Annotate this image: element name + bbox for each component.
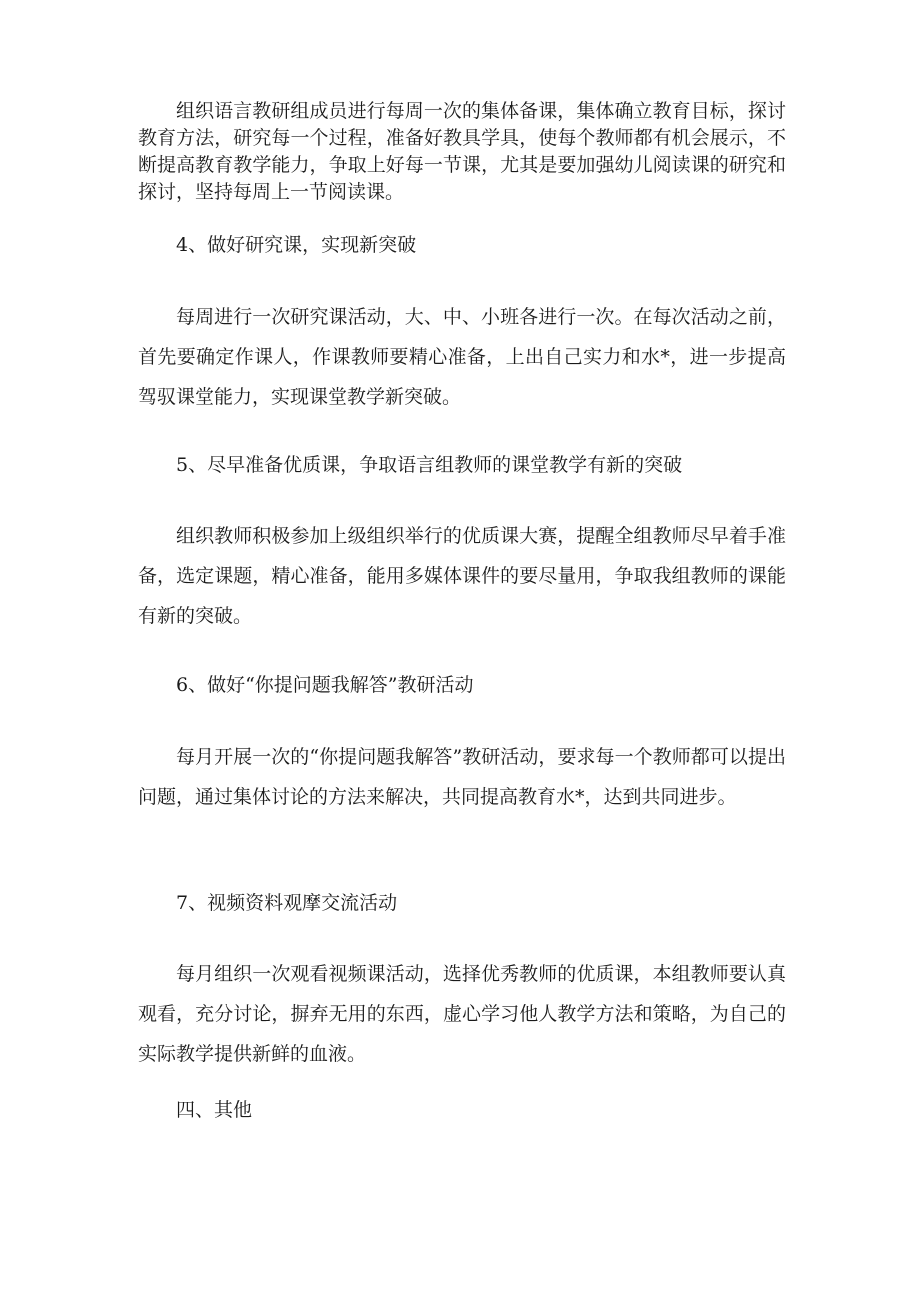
paragraph-research-lessons: 每周进行一次研究课活动，大、中、小班各进行一次。在每次活动之前，首先要确定作课人，作课教师要精心准备，上出自己实力和水*，进一步提高驾驭课堂能力，实现课堂教学新突破。 (138, 306, 786, 408)
heading-video-observation: 7、视频资料观摩交流活动 (176, 892, 398, 914)
heading-research-lessons: 4、做好研究课，实现新突破 (176, 234, 417, 256)
heading-question-answer-activity: 6、做好“你提问题我解答”教研活动 (176, 674, 474, 696)
paragraph-quality-lessons: 组织教师积极参加上级组织举行的优质课大赛，提醒全组教师尽早着手准备，选定课题，精心准备，能用多媒体课件的要尽量用，争取我组教师的课能有新的突破。 (138, 525, 786, 627)
heading-others: 四、其他 (176, 1099, 253, 1121)
paragraph-question-answer-activity: 每月开展一次的“你提问题我解答”教研活动，要求每一个教师都可以提出问题，通过集体讨论的方法来解决，共同提高教育水*，达到共同进步。 (138, 746, 786, 808)
paragraph-collective-lesson-prep: 组织语言教研组成员进行每周一次的集体备课，集体确立教育目标，探讨教育方法，研究每一个过程，准备好教具学具，使每个教师都有机会展示，不断提高教育教学能力，争取上好每一节课，尤其是要加强幼儿阅读课的研究和探讨，坚持每周上一节阅读课。 (138, 100, 786, 203)
paragraph-video-observation: 每月组织一次观看视频课活动，选择优秀教师的优质课，本组教师要认真观看，充分讨论，摒弃无用的东西，虚心学习他人教学方法和策略，为自己的实际教学提供新鲜的血液。 (138, 963, 786, 1065)
heading-quality-lessons: 5、尽早准备优质课，争取语言组教师的课堂教学有新的突破 (176, 454, 683, 476)
